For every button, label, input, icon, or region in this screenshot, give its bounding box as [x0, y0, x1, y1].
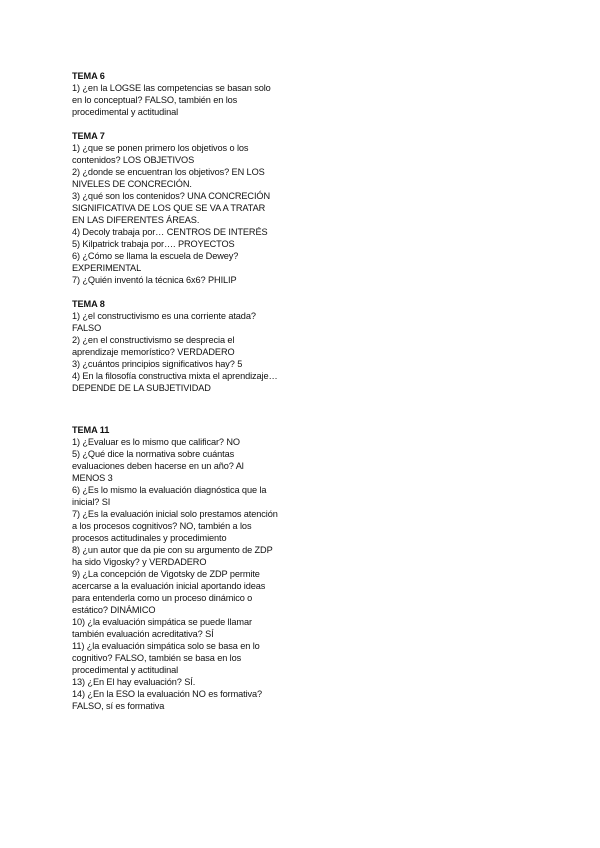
text-line: 14) ¿En la ESO la evaluación NO es formativa? — [72, 689, 263, 699]
text-line: 5) Kilpatrick trabaja por…. PROYECTOS — [72, 239, 235, 249]
text-line: 7) ¿Quién inventó la técnica 6x6? PHILIP — [72, 275, 237, 285]
section-title: TEMA 8 — [72, 299, 105, 309]
section-tema-8 — [72, 298, 294, 394]
text-line: ha sido Vigosky? y VERDADERO — [72, 557, 207, 567]
text-line: evaluaciones deben hacerse en un año? Al — [72, 461, 244, 471]
text-line: acercarse a la evaluación inicial aportando ideas — [72, 581, 266, 591]
text-line: EN LAS DIFERENTES ÁREAS. — [72, 215, 200, 225]
text-line: cognitivo? FALSO, también se basa en los — [72, 653, 242, 663]
text-line: 13) ¿En El hay evaluación? SÍ. — [72, 677, 196, 687]
section-tema-11 — [72, 424, 294, 712]
text-line: aprendizaje memorístico? VERDADERO — [72, 347, 235, 357]
text-line: 4) Decoly trabaja por… CENTROS DE INTERÉS — [72, 227, 268, 237]
text-line: 3) ¿qué son los contenidos? UNA CONCRECIÓN — [72, 191, 271, 201]
text-line: contenidos? LOS OBJETIVOS — [72, 155, 195, 165]
text-line: FALSO — [72, 323, 102, 333]
text-line: 4) En la filosofía constructiva mixta el aprendizaje… — [72, 371, 278, 381]
text-line: 9) ¿La concepción de Vigotsky de ZDP permite — [72, 569, 260, 579]
text-line: 1) ¿que se ponen primero los objetivos o los — [72, 143, 249, 153]
text-line: procedimental y actitudinal — [72, 665, 179, 675]
document-content — [72, 70, 294, 712]
text-line: estático? DINÁMICO — [72, 605, 156, 615]
text-line: EXPERIMENTAL — [72, 263, 142, 273]
text-line: también evaluación acreditativa? SÍ — [72, 629, 214, 639]
text-line: en lo conceptual? FALSO, también en los — [72, 95, 238, 105]
text-line: 3) ¿cuántos principios significativos hay? 5 — [72, 359, 243, 369]
text-line: inicial? SI — [72, 497, 111, 507]
text-line: 10) ¿la evaluación simpática se puede llamar — [72, 617, 252, 627]
text-line: a los procesos cognitivos? NO, también a los — [72, 521, 252, 531]
text-line: 1) ¿el constructivismo es una corriente atada? — [72, 311, 256, 321]
section-gap — [72, 118, 294, 130]
text-line: 1) ¿en la LOGSE las competencias se basan solo — [72, 83, 271, 93]
section-title: TEMA 6 — [72, 71, 105, 81]
section-gap — [72, 286, 294, 298]
text-line: 11) ¿la evaluación simpática solo se basa en lo — [72, 641, 260, 651]
text-line: 7) ¿Es la evaluación inicial solo prestamos atención — [72, 509, 278, 519]
text-line: para entenderla como un proceso dinámico o — [72, 593, 253, 603]
text-line: FALSO, sí es formativa — [72, 701, 165, 711]
text-line: DEPENDE DE LA SUBJETIVIDAD — [72, 383, 211, 393]
text-line: 1) ¿Evaluar es lo mismo que calificar? NO — [72, 437, 240, 447]
text-line: 6) ¿Cómo se llama la escuela de Dewey? — [72, 251, 239, 261]
section-tema-6 — [72, 70, 294, 118]
text-line: 5) ¿Qué dice la normativa sobre cuántas — [72, 449, 235, 459]
text-line: 6) ¿Es lo mismo la evaluación diagnóstica que la — [72, 485, 267, 495]
text-line: procesos actitudinales y procedimiento — [72, 533, 227, 543]
section-gap — [72, 394, 294, 424]
text-line: SIGNIFICATIVA DE LOS QUE SE VA A TRATAR — [72, 203, 266, 213]
text-line: procedimental y actitudinal — [72, 107, 179, 117]
text-line: NIVELES DE CONCRECIÓN. — [72, 179, 192, 189]
text-line: 2) ¿donde se encuentran los objetivos? EN LOS — [72, 167, 265, 177]
section-tema-7 — [72, 130, 294, 286]
text-line: MENOS 3 — [72, 473, 113, 483]
text-line: 8) ¿un autor que da pie con su argumento de ZDP — [72, 545, 273, 555]
section-title: TEMA 7 — [72, 131, 105, 141]
section-title: TEMA 11 — [72, 425, 110, 435]
text-line: 2) ¿en el constructivismo se desprecia el — [72, 335, 235, 345]
